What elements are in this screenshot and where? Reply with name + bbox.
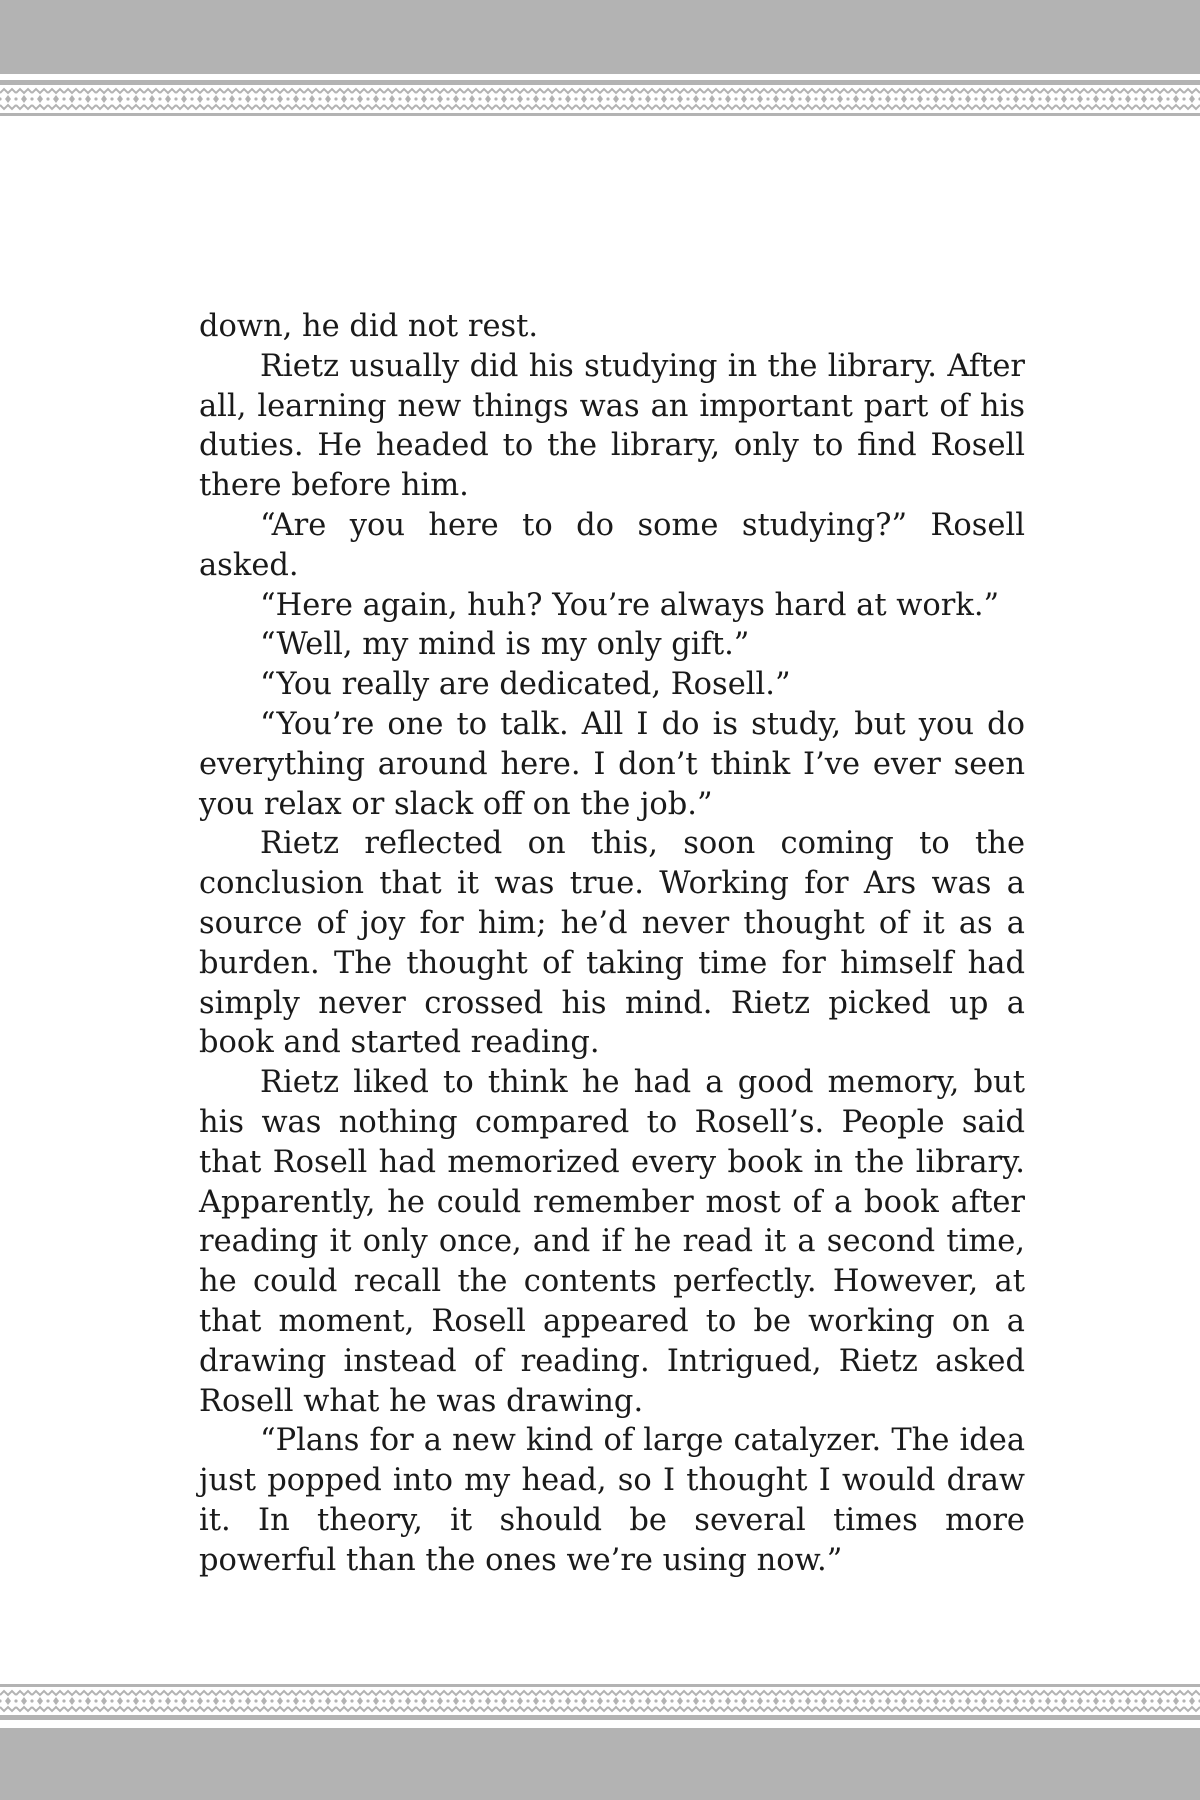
paragraph: “Plans for a new kind of large catalyzer. The idea just popped into my head, so I thought I would draw it. In theory, it should be several times more powerful than the ones we’re using now.” [199,1423,1025,1578]
top-gray-band [0,0,1200,74]
paragraph: “Are you here to do some studying?” Rosell asked. [199,507,1025,583]
bottom-gray-band [0,1728,1200,1800]
paragraph: “You really are dedicated, Rosell.” [260,667,791,703]
paragraph: “Here again, huh? You’re always hard at work.” [260,587,1000,623]
body-text [199,307,1025,1581]
paragraph: Rietz reflected on this, soon coming to the conclusion that it was true. Working for Ars was a source of joy for him; he’d never thought of it as a burden. The thought of taking time for himself had simply never crossed his mind. Rietz picked up a book and started reading. [199,826,1025,1061]
bottom-ornamental-border [0,1680,1200,1720]
paragraph: Rietz liked to think he had a good memory, but his was nothing compared to Rosell’s. People said that Rosell had memorized every book in the library. Apparently, he could remember most of a book after reading it only once, and if he read it a second time, he could recall the contents perfectly. However, at that moment, Rosell appeared to be working on a drawing instead of reading. Intrigued, Rietz asked Rosell what he was drawing. [199,1065,1025,1419]
top-ornamental-border [0,80,1200,120]
paragraph: “Well, my mind is my only gift.” [260,627,750,663]
paragraph: down, he did not rest. [199,309,539,344]
paragraph: “You’re one to talk. All I do is study, but you do everything around here. I don’t think I’ve ever seen you relax or slack off on the job.” [199,706,1025,822]
paragraph: Rietz usually did his studying in the library. After all, learning new things was an important part of his duties. He headed to the library, only to find Rosell there before him. [199,348,1025,504]
